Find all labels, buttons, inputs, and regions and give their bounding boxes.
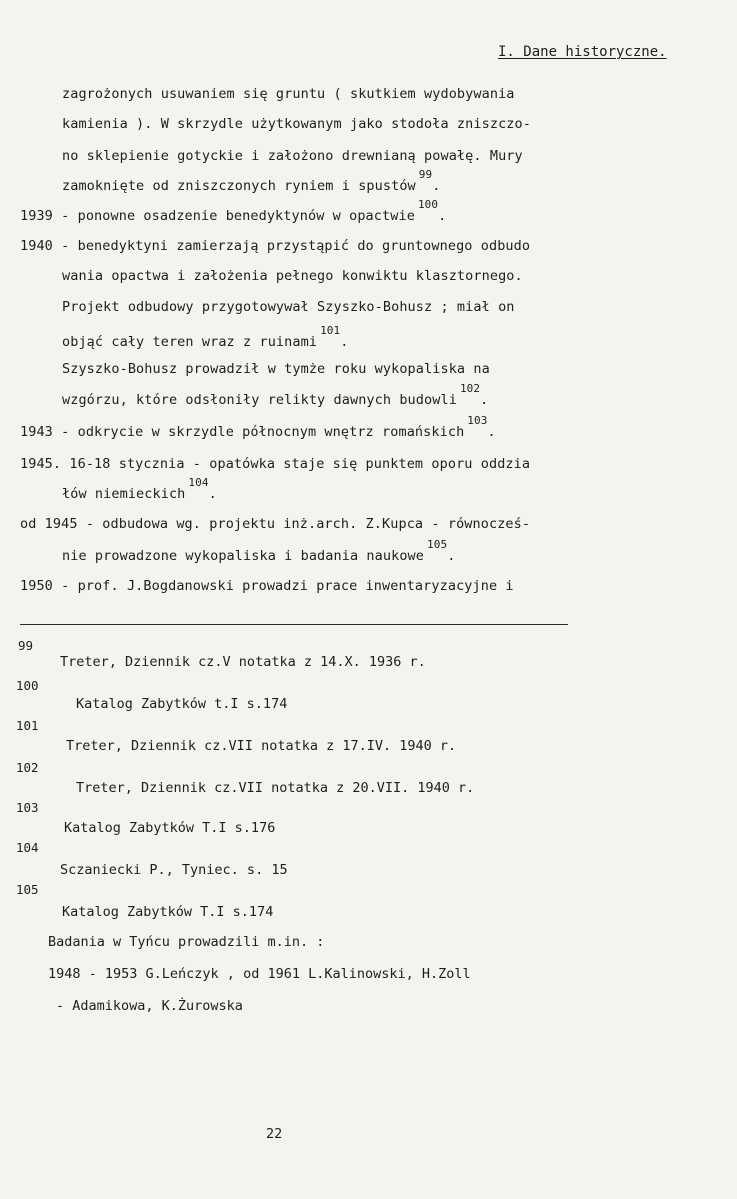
footnote-text: Treter, Dziennik cz.V notatka z 14.X. 1936 r. — [60, 654, 426, 670]
footnote-ref: 102 — [459, 382, 481, 395]
footnote-number: 104 — [16, 840, 39, 855]
footnote-text: Treter, Dziennik cz.VII notatka z 20.VII. 1940 r. — [76, 780, 475, 796]
body-line: kamienia ). W skrzydle użytkowanym jako stodoła zniszczo- — [62, 116, 531, 132]
note-line: 1948 - 1953 G.Leńczyk , od 1961 L.Kalinowski, H.Zoll — [48, 966, 471, 982]
body-line: nie prowadzone wykopaliska i badania naukowe$^{105}$. — [62, 538, 456, 564]
body-line: objąć cały teren wraz z ruinami$^{101}$. — [62, 324, 349, 350]
note-line: Badania w Tyńcu prowadzili m.in. : — [48, 934, 325, 950]
body-line: 1945. 16-18 stycznia - opatówka staje się punktem oporu oddzia — [20, 456, 531, 472]
footnote-text: Katalog Zabytków T.I s.174 — [62, 904, 274, 920]
footnote-ref: 105 — [427, 538, 448, 551]
footnote-ref: 99 — [418, 168, 433, 181]
page-number: 22 — [266, 1126, 283, 1142]
body-line: 1943 - odkrycie w skrzydle północnym wnętrz romańskich$^{103}$. — [20, 414, 496, 440]
footnote-separator — [20, 624, 568, 625]
footnote-ref: 101 — [320, 324, 341, 337]
body-line: zagrożonych usuwaniem się gruntu ( skutkiem wydobywania — [62, 86, 515, 102]
body-line: wania opactwa i założenia pełnego konwiktu klasztornego. — [62, 268, 523, 284]
body-line: zamoknięte od zniszczonych ryniem i spustów$^{99}$. — [62, 168, 441, 194]
body-line: no sklepienie gotyckie i założono drewnianą powałę. Mury — [62, 148, 523, 164]
body-line: 1950 - prof. J.Bogdanowski prowadzi prace inwentaryzacyjne i — [20, 578, 514, 594]
footnote-text: Treter, Dziennik cz.VII notatka z 17.IV. 1940 r. — [66, 738, 457, 754]
body-line: Szyszko-Bohusz prowadził w tymże roku wykopaliska na — [62, 361, 490, 377]
footnote-number: 102 — [16, 760, 39, 775]
footnote-number: 103 — [16, 800, 39, 815]
footnote-text: Katalog Zabytków t.I s.174 — [76, 696, 288, 712]
footnote-ref: 104 — [188, 476, 209, 489]
footnote-number: 105 — [16, 882, 39, 897]
footnote-ref: 103 — [467, 414, 488, 427]
footnote-text: Sczaniecki P., Tyniec. s. 15 — [60, 862, 288, 878]
footnote-number: 100 — [16, 678, 39, 693]
body-line: wzgórzu, które odsłoniły relikty dawnych budowli$^{102}$. — [62, 382, 489, 408]
body-line: od 1945 - odbudowa wg. projektu inż.arch. Z.Kupca - równocześ- — [20, 516, 531, 532]
footnote-ref: 100 — [417, 198, 439, 211]
body-line: 1939 - ponowne osadzenie benedyktynów w opactwie$^{100}$. — [20, 198, 447, 224]
body-line: 1940 - benedyktyni zamierzają przystąpić do gruntownego odbudo — [20, 238, 531, 254]
body-line: Projekt odbudowy przygotowywał Szyszko-Bohusz ; miał on — [62, 299, 515, 315]
footnote-text: Katalog Zabytków T.I s.176 — [64, 820, 276, 836]
running-header: I. Dane historyczne. — [498, 44, 667, 60]
body-line: łów niemieckich$^{104}$. — [62, 476, 217, 502]
footnote-number: 99 — [18, 638, 34, 653]
note-line: - Adamikowa, K.Żurowska — [56, 998, 243, 1014]
footnote-number: 101 — [16, 718, 39, 733]
